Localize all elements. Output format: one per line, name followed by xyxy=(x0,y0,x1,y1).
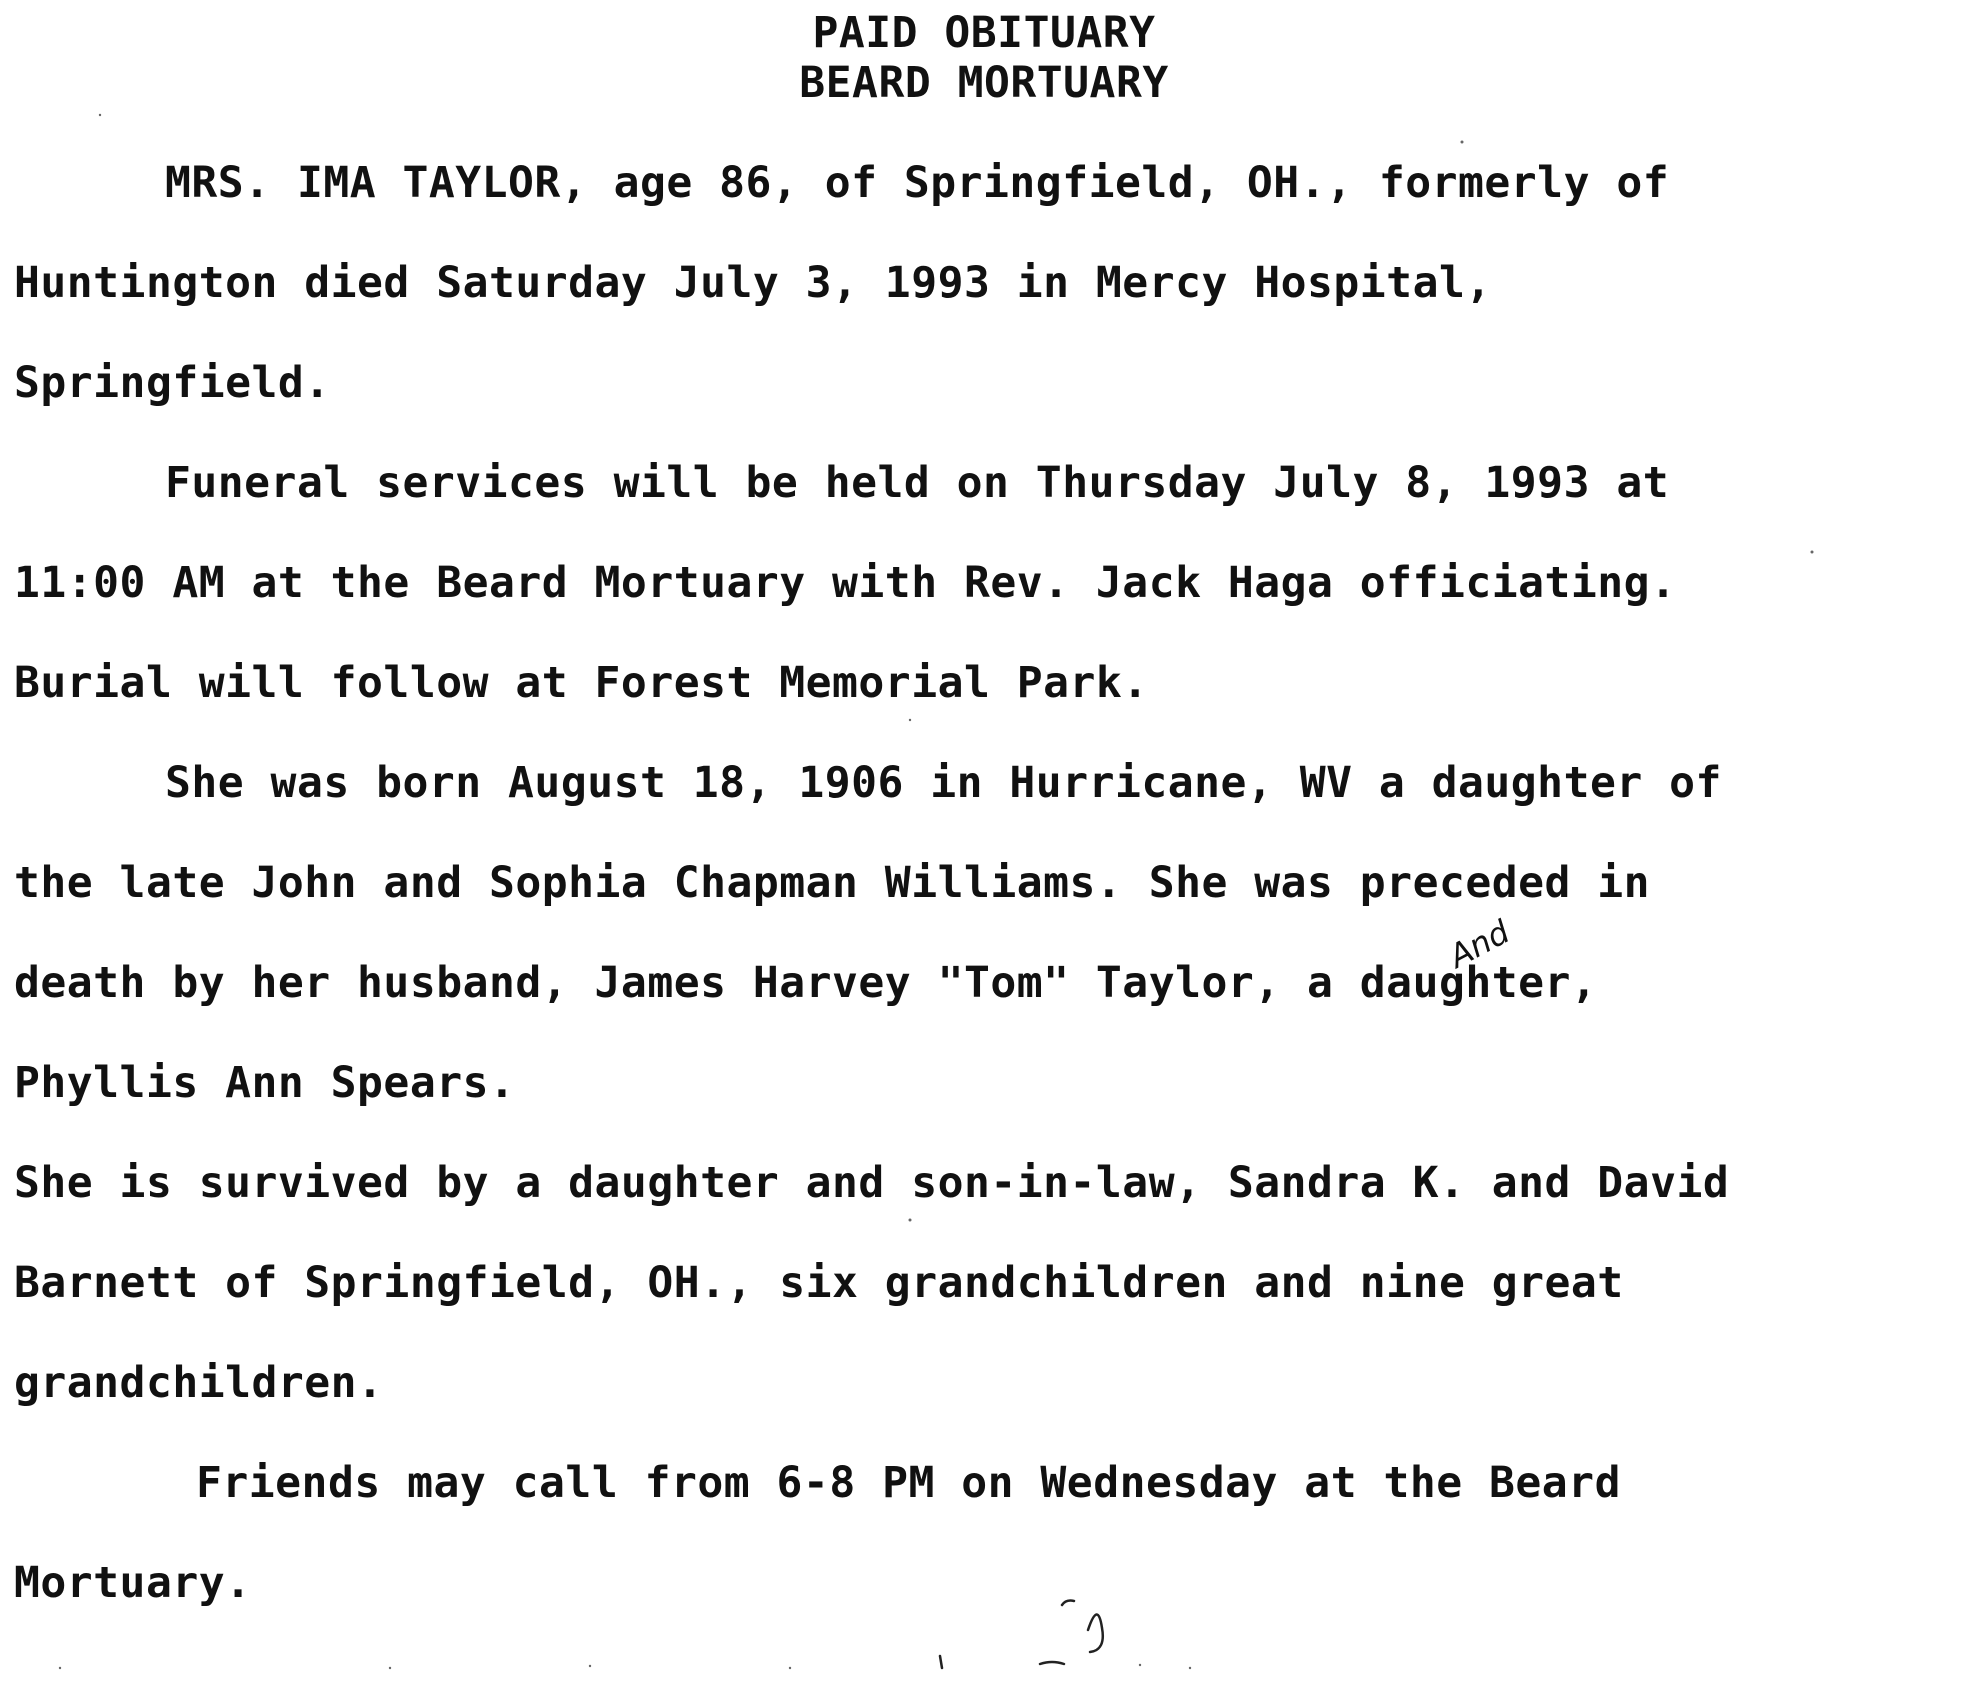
speck-mark xyxy=(99,114,101,116)
title-paid-obituary: PAID OBITUARY xyxy=(812,8,1156,58)
speck-mark xyxy=(1189,1667,1191,1669)
speck-mark xyxy=(909,1219,912,1222)
body-line-2: Huntington died Saturday July 3, 1993 in Mercy Hospital, xyxy=(14,258,1492,308)
speck-mark xyxy=(789,1667,791,1669)
body-line-12: Barnett of Springfield, OH., six grandchildren and nine great xyxy=(14,1258,1624,1308)
speck-mark xyxy=(389,1667,391,1669)
body-line-9: death by her husband, James Harvey "Tom" Taylor, a daughter, xyxy=(14,958,1598,1008)
body-line-7: She was born August 18, 1906 in Hurricane, WV a daughter of xyxy=(165,758,1722,808)
body-line-15: Mortuary. xyxy=(14,1558,252,1608)
body-line-14: Friends may call from 6-8 PM on Wednesday at the Beard xyxy=(196,1458,1621,1508)
pen-scribble-mark xyxy=(1088,1614,1103,1652)
body-line-6: Burial will follow at Forest Memorial Park. xyxy=(14,658,1149,708)
handwritten-insertion: And xyxy=(1442,912,1516,976)
body-line-8: the late John and Sophia Chapman Williams. She was preceded in xyxy=(14,858,1651,908)
speck-mark xyxy=(59,1667,61,1669)
pen-scribble-mark xyxy=(1062,1601,1074,1606)
speck-mark xyxy=(1461,141,1464,144)
pen-tick-mark xyxy=(940,1656,942,1668)
body-line-5: 11:00 AM at the Beard Mortuary with Rev. Jack Haga officiating. xyxy=(14,558,1677,608)
speck-mark xyxy=(1139,1664,1141,1666)
pen-scribble-mark xyxy=(1040,1662,1064,1664)
speck-mark xyxy=(1811,551,1814,554)
title-beard-mortuary: BEARD MORTUARY xyxy=(799,58,1169,108)
body-line-3: Springfield. xyxy=(14,358,331,408)
body-line-4: Funeral services will be held on Thursday July 8, 1993 at xyxy=(165,458,1670,508)
speck-mark xyxy=(589,1665,591,1667)
body-line-10: Phyllis Ann Spears. xyxy=(14,1058,516,1108)
body-line-13: grandchildren. xyxy=(14,1358,384,1408)
body-line-11: She is survived by a daughter and son-in-law, Sandra K. and David xyxy=(14,1158,1730,1208)
speck-mark xyxy=(909,719,911,721)
body-line-1: MRS. IMA TAYLOR, age 86, of Springfield, OH., formerly of xyxy=(165,158,1670,208)
